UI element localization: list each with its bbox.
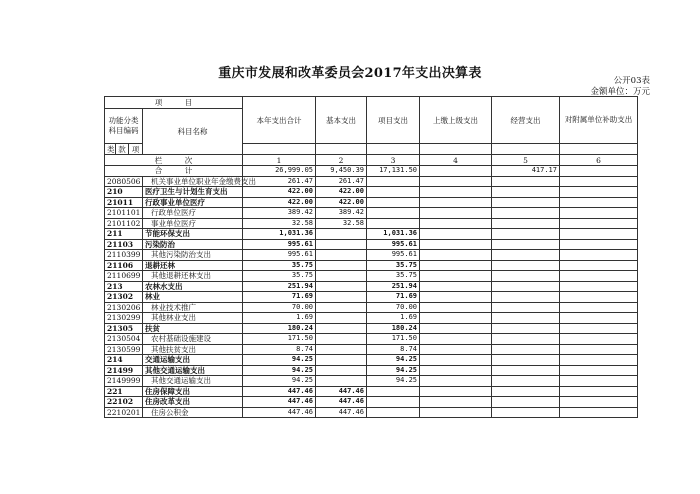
row-code: 2149999 <box>105 376 143 387</box>
row-value <box>492 376 560 387</box>
row-value <box>316 250 367 261</box>
row-value <box>420 208 492 219</box>
table-row <box>105 386 638 397</box>
row-value <box>560 229 638 240</box>
header-lanci: 栏 次 <box>105 155 243 166</box>
row-value <box>492 187 560 198</box>
row-value: 447.46 <box>316 407 367 418</box>
row-value <box>316 229 367 240</box>
row-value <box>560 334 638 345</box>
row-value <box>420 323 492 334</box>
table-row <box>105 197 638 208</box>
table-row <box>105 397 638 408</box>
header-col-basic: 基本支出 <box>316 97 367 144</box>
row-code: 213 <box>105 281 143 292</box>
row-value <box>316 365 367 376</box>
row-value: 180.24 <box>243 323 316 334</box>
row-code: 2130599 <box>105 344 143 355</box>
row-value <box>492 334 560 345</box>
header-blank <box>243 144 316 155</box>
row-name: 污染防治 <box>143 239 243 250</box>
row-value <box>367 197 420 208</box>
total-value <box>560 166 638 177</box>
row-name: 其他退耕还林支出 <box>143 271 243 282</box>
total-label: 合 计 <box>105 166 243 177</box>
row-value <box>492 344 560 355</box>
row-value <box>420 302 492 313</box>
row-value <box>420 218 492 229</box>
header-lei: 类 <box>105 144 116 155</box>
row-value <box>316 239 367 250</box>
row-code: 2130504 <box>105 334 143 345</box>
row-code: 22102 <box>105 397 143 408</box>
row-value: 1,031.36 <box>243 229 316 240</box>
table-row <box>105 355 638 366</box>
table-row <box>105 176 638 187</box>
row-value <box>560 323 638 334</box>
row-value <box>316 281 367 292</box>
row-name: 节能环保支出 <box>143 229 243 240</box>
header-kuan: 款 <box>116 144 129 155</box>
row-value <box>420 229 492 240</box>
row-value: 447.46 <box>243 386 316 397</box>
row-value <box>316 260 367 271</box>
header-blank <box>492 144 560 155</box>
header-xiang: 项 <box>129 144 143 155</box>
row-value: 94.25 <box>243 355 316 366</box>
header-col-subsidy: 对附属单位补助支出 <box>560 97 638 144</box>
row-code: 21302 <box>105 292 143 303</box>
row-code: 21499 <box>105 365 143 376</box>
row-value: 389.42 <box>316 208 367 219</box>
table-row <box>105 334 638 345</box>
row-value <box>420 197 492 208</box>
row-code: 211 <box>105 229 143 240</box>
row-value: 995.61 <box>243 250 316 261</box>
row-code: 21011 <box>105 197 143 208</box>
row-value: 171.50 <box>243 334 316 345</box>
row-value <box>560 260 638 271</box>
col-num-3: 3 <box>367 155 420 166</box>
row-value <box>560 218 638 229</box>
row-code: 210 <box>105 187 143 198</box>
row-name: 其他污染防治支出 <box>143 250 243 261</box>
total-value: 9,450.39 <box>316 166 367 177</box>
row-name: 其他交通运输支出 <box>143 376 243 387</box>
row-value <box>316 376 367 387</box>
row-value <box>367 187 420 198</box>
row-value <box>560 344 638 355</box>
row-value <box>420 250 492 261</box>
row-value <box>560 250 638 261</box>
row-value <box>420 386 492 397</box>
total-value: 17,131.50 <box>367 166 420 177</box>
row-value <box>367 176 420 187</box>
col-num-5: 5 <box>492 155 560 166</box>
row-value: 35.75 <box>243 260 316 271</box>
row-value: 35.75 <box>367 271 420 282</box>
row-value <box>420 187 492 198</box>
row-value <box>560 176 638 187</box>
row-code: 221 <box>105 386 143 397</box>
row-code: 2110399 <box>105 250 143 261</box>
row-value <box>560 208 638 219</box>
header-col-remit: 上缴上级支出 <box>420 97 492 144</box>
row-value <box>560 355 638 366</box>
row-value <box>367 208 420 219</box>
row-value <box>420 407 492 418</box>
row-value <box>560 239 638 250</box>
row-value <box>492 229 560 240</box>
row-name: 农林水支出 <box>143 281 243 292</box>
row-name: 住房改革支出 <box>143 397 243 408</box>
row-value: 389.42 <box>243 208 316 219</box>
table-row <box>105 376 638 387</box>
row-value <box>560 386 638 397</box>
row-name: 住房保障支出 <box>143 386 243 397</box>
row-name: 退耕还林 <box>143 260 243 271</box>
table-row <box>105 239 638 250</box>
row-value: 70.00 <box>243 302 316 313</box>
row-name: 其他扶贫支出 <box>143 344 243 355</box>
row-value <box>492 292 560 303</box>
row-value <box>492 176 560 187</box>
row-value <box>492 365 560 376</box>
unit-label: 金额单位：万元 <box>590 87 650 97</box>
row-value: 32.58 <box>316 218 367 229</box>
row-value <box>420 292 492 303</box>
row-value <box>492 386 560 397</box>
header-func-code: 功能分类科目编码 <box>105 109 143 144</box>
row-value: 32.58 <box>243 218 316 229</box>
table-row <box>105 260 638 271</box>
row-value: 447.46 <box>316 397 367 408</box>
row-value <box>492 313 560 324</box>
row-value <box>420 344 492 355</box>
table-row <box>105 302 638 313</box>
total-value: 26,999.05 <box>243 166 316 177</box>
table-row <box>105 187 638 198</box>
row-name: 医疗卫生与计划生育支出 <box>143 187 243 198</box>
table-row <box>105 218 638 229</box>
row-value <box>492 355 560 366</box>
row-value <box>560 313 638 324</box>
row-value: 94.25 <box>367 376 420 387</box>
header-col-total: 本年支出合计 <box>243 97 316 144</box>
row-name: 农村基础设施建设 <box>143 334 243 345</box>
row-value <box>492 397 560 408</box>
header-blank <box>560 144 638 155</box>
row-value: 261.47 <box>243 176 316 187</box>
row-value <box>492 260 560 271</box>
row-value: 71.69 <box>243 292 316 303</box>
table-row <box>105 365 638 376</box>
row-name: 其他林业支出 <box>143 313 243 324</box>
row-value <box>316 344 367 355</box>
row-value <box>492 302 560 313</box>
row-value: 447.46 <box>316 386 367 397</box>
row-value: 94.25 <box>367 365 420 376</box>
row-value: 70.00 <box>367 302 420 313</box>
row-value <box>420 271 492 282</box>
table-row <box>105 407 638 418</box>
table-row <box>105 250 638 261</box>
row-value <box>420 376 492 387</box>
page-title: 重庆市发展和改革委员会2017年支出决算表 <box>218 66 482 81</box>
row-value <box>316 323 367 334</box>
row-value <box>560 365 638 376</box>
total-value <box>420 166 492 177</box>
row-value <box>560 271 638 282</box>
row-name: 行政事业单位医疗 <box>143 197 243 208</box>
row-name: 林业技术推广 <box>143 302 243 313</box>
header-subject-name: 科目名称 <box>143 109 243 155</box>
row-value: 71.69 <box>367 292 420 303</box>
row-value <box>316 271 367 282</box>
row-name: 林业 <box>143 292 243 303</box>
row-value: 251.94 <box>367 281 420 292</box>
row-value <box>420 355 492 366</box>
table-row <box>105 271 638 282</box>
row-value: 94.25 <box>243 365 316 376</box>
row-name: 事业单位医疗 <box>143 218 243 229</box>
row-value <box>560 197 638 208</box>
row-name: 行政单位医疗 <box>143 208 243 219</box>
row-name: 机关事业单位职业年金缴费支出 <box>143 176 243 187</box>
col-num-2: 2 <box>316 155 367 166</box>
row-code: 2210201 <box>105 407 143 418</box>
row-code: 2110699 <box>105 271 143 282</box>
row-value <box>367 397 420 408</box>
row-value: 995.61 <box>243 239 316 250</box>
row-value <box>367 407 420 418</box>
row-value <box>560 302 638 313</box>
table-row <box>105 323 638 334</box>
row-value <box>492 218 560 229</box>
header-col-project: 项目支出 <box>367 97 420 144</box>
row-value <box>492 208 560 219</box>
col-num-1: 1 <box>243 155 316 166</box>
row-name: 交通运输支出 <box>143 355 243 366</box>
row-code: 2080506 <box>105 176 143 187</box>
row-value: 35.75 <box>367 260 420 271</box>
row-value <box>316 292 367 303</box>
row-value: 422.00 <box>243 187 316 198</box>
row-value <box>420 260 492 271</box>
row-value: 251.94 <box>243 281 316 292</box>
row-code: 21106 <box>105 260 143 271</box>
row-value <box>560 407 638 418</box>
row-value <box>420 365 492 376</box>
row-value <box>316 302 367 313</box>
row-value <box>492 250 560 261</box>
row-code: 214 <box>105 355 143 366</box>
total-value: 417.17 <box>492 166 560 177</box>
row-value: 447.46 <box>243 407 316 418</box>
row-code: 2101102 <box>105 218 143 229</box>
row-value: 180.24 <box>367 323 420 334</box>
row-value: 995.61 <box>367 239 420 250</box>
row-value: 447.46 <box>243 397 316 408</box>
row-name: 住房公积金 <box>143 407 243 418</box>
row-value <box>560 187 638 198</box>
row-code: 21305 <box>105 323 143 334</box>
row-value <box>420 334 492 345</box>
row-value <box>420 313 492 324</box>
row-value <box>316 355 367 366</box>
row-value <box>367 218 420 229</box>
row-value <box>560 292 638 303</box>
row-value: 171.50 <box>367 334 420 345</box>
header-blank <box>420 144 492 155</box>
row-value: 8.74 <box>243 344 316 355</box>
row-value: 1.69 <box>367 313 420 324</box>
row-code: 2101101 <box>105 208 143 219</box>
row-value: 1,031.36 <box>367 229 420 240</box>
header-blank <box>367 144 420 155</box>
row-value: 35.75 <box>243 271 316 282</box>
table-row <box>105 208 638 219</box>
row-value: 1.69 <box>243 313 316 324</box>
row-value: 422.00 <box>316 197 367 208</box>
row-value: 422.00 <box>316 187 367 198</box>
row-name: 扶贫 <box>143 323 243 334</box>
row-value <box>420 281 492 292</box>
table-row <box>105 292 638 303</box>
row-value: 995.61 <box>367 250 420 261</box>
row-value <box>560 376 638 387</box>
header-blank <box>316 144 367 155</box>
row-value <box>420 239 492 250</box>
header-col-operating: 经营支出 <box>492 97 560 144</box>
row-code: 21103 <box>105 239 143 250</box>
row-name: 其他交通运输支出 <box>143 365 243 376</box>
row-value <box>492 197 560 208</box>
table-row <box>105 281 638 292</box>
col-num-4: 4 <box>420 155 492 166</box>
row-value <box>492 271 560 282</box>
table-row <box>105 344 638 355</box>
row-value: 261.47 <box>316 176 367 187</box>
row-code: 2130299 <box>105 313 143 324</box>
row-value <box>316 313 367 324</box>
row-value <box>492 239 560 250</box>
table-row-total <box>105 166 638 177</box>
row-value: 94.25 <box>243 376 316 387</box>
table-row <box>105 229 638 240</box>
header-item: 项 目 <box>105 97 243 109</box>
row-code: 2130206 <box>105 302 143 313</box>
row-value <box>492 323 560 334</box>
row-value <box>492 281 560 292</box>
row-value <box>316 334 367 345</box>
col-num-6: 6 <box>560 155 638 166</box>
row-value <box>560 281 638 292</box>
row-value: 422.00 <box>243 197 316 208</box>
row-value <box>367 386 420 397</box>
row-value <box>560 397 638 408</box>
form-code: 公开03表 <box>613 76 650 86</box>
row-value <box>420 176 492 187</box>
expenditure-table <box>104 96 638 418</box>
row-value <box>492 407 560 418</box>
row-value <box>420 397 492 408</box>
table-row <box>105 313 638 324</box>
row-value: 94.25 <box>367 355 420 366</box>
row-value: 8.74 <box>367 344 420 355</box>
